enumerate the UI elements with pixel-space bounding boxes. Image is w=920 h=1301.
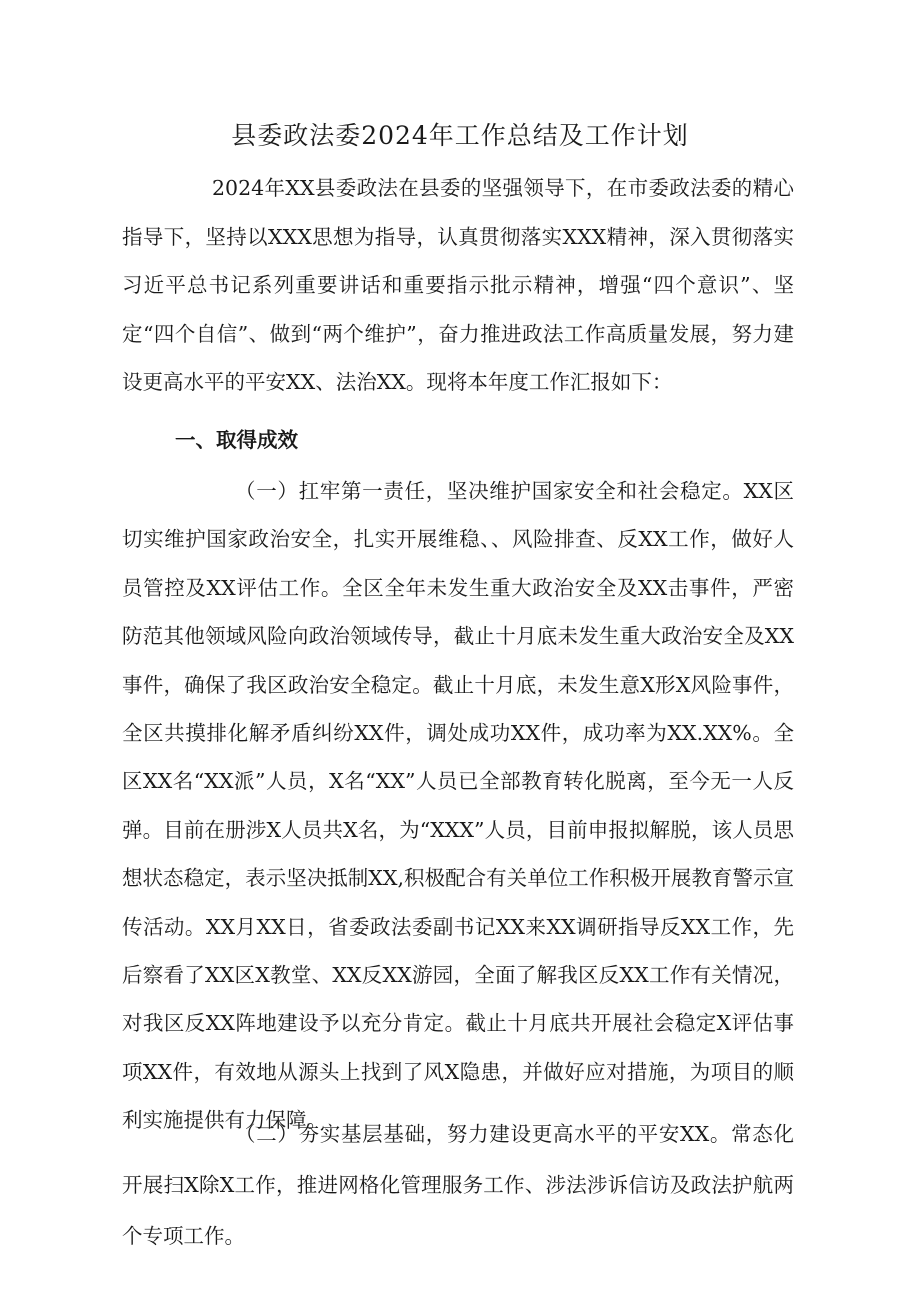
intro-paragraph: 2024年XX县委政法在县委的坚强领导下，在市委政法委的精心指导下，坚持以XXX思想为指导，认真贯彻落实XXX精神，深入贯彻落实习近平总书记系列重要讲话和重要指示批示精神，增强“四个意识”、坚定“四个自信”、做到“两个维护”，奋力推进政法工作高质量发展，努力建设更高水平的平安XX、法治XX。现将本年度工作汇报如下： bbox=[122, 176, 794, 395]
document-title: 县委政法委2024年工作总结及工作计划 bbox=[231, 121, 689, 150]
section-1-paragraph: （一）扛牢第一责任，坚决维护国家安全和社会稳定。XX区切实维护国家政治安全，扎实开展维稳、、风险排查、反XX工作，做好人员管控及XX评估工作。全区全年未发生重大政治安全及XX击事件，严密防范其他领域风险向政治领域传导，截止十月底未发生重大政治安全及XX事件，确保了我区政治安全稳定。截止十月底，未发生意X形X风险事件，全区共摸排化解矛盾纠纷XX件，调处成功XX件，成功率为XX.XX%。全区XX名“XX派”人员，X名“XX”人员已全部教育转化脱离，至今无一人反弹。目前在册涉X人员共X名，为“XXX”人员，目前申报拟解脱，该人员思想状态稳定，表示坚决抵制XX,积极配合有关单位工作积极开展教育警示宣传活动。XX月XX日，省委政法委副书记XX来XX调研指导反XX工作，先后察看了XX区X教堂、XX反XX游园，全面了解我区反XX工作有关情况，对我区反XX阵地建设予以充分肯定。截止十月底共开展社会稳定X评估事项XX件，有效地从源头上找到了风X隐患，并做好应对措施，为项目的顺利实施提供有力保障。 bbox=[122, 479, 794, 1133]
section-2-paragraph: （二）夯实基层基础，努力建设更高水平的平安XX。常态化开展扫X除X工作，推进网格化管理服务工作、涉法涉诉信访及政法护航两个专项工作。 bbox=[122, 1122, 794, 1248]
section-heading-achievements: 一、取得成效 bbox=[175, 428, 298, 452]
